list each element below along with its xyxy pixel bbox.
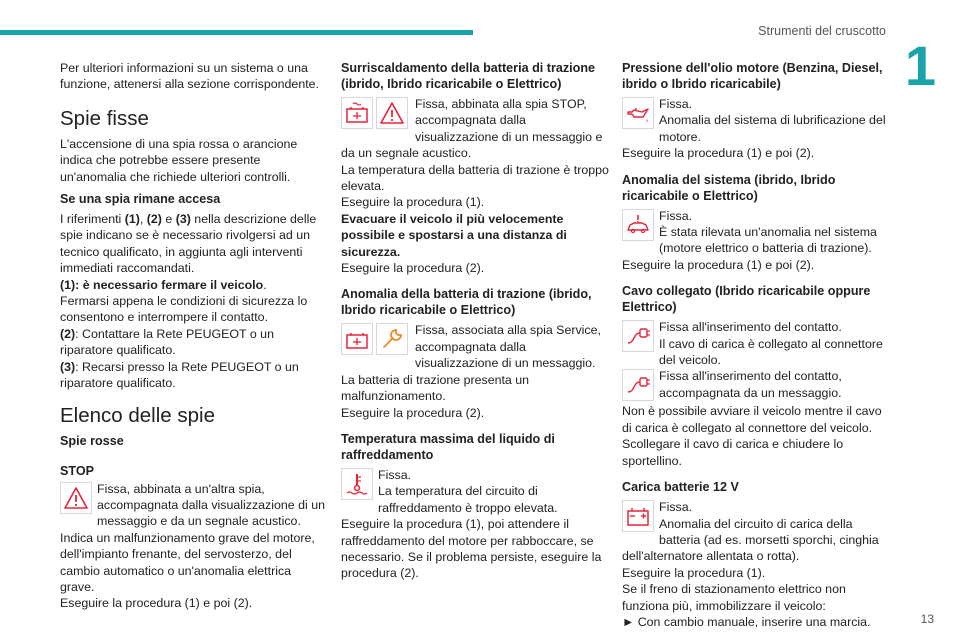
paragraph-riferimenti: I riferimenti (1), (2) e (3) nella descrizione delle spie indicano se è necessario rivolgersi ad un tecnico qualificato, in aggiunta agli interventi immediati raccomandati. xyxy=(60,212,317,276)
heading-carica-batterie: Carica batterie 12 V xyxy=(622,480,739,495)
surriscaldamento-warning: Evacuare il veicolo il più velocemente possibile e spostarsi a una distanza di sicurezza. xyxy=(341,211,567,259)
surriscaldamento-description: Fissa, abbinata alla spia STOP, accompagnata dalla visualizzazione di un messaggio e da un segnale acustico. xyxy=(341,97,603,161)
anomalia-sistema-line-2: È stata rilevata un'anomalia nel sistema (motore elettrico o batteria di trazione). xyxy=(659,225,877,256)
anomalia-batteria-description: Fissa, associata alla spia Service, accompagnata dalla visualizzazione di un messaggio. xyxy=(415,323,601,371)
heading-anomalia-batteria: Anomalia della batteria di trazione (ibrido, Ibrido ricaricabile o Elettrico) xyxy=(341,287,592,318)
pressione-olio-item xyxy=(622,96,890,145)
heading-temperatura: Temperatura massima del liquido di raffreddamento xyxy=(341,431,555,462)
battery-overheat-icon xyxy=(341,97,373,129)
column-1 xyxy=(60,60,328,612)
cavo-collegato-line-2: Il cavo di carica è collegato al connettore del veicolo. xyxy=(659,336,883,368)
cavo-collegato-2-description: Fissa all'inserimento del contatto, accompagnata da un messaggio. xyxy=(659,369,842,400)
system-fault-car-icon xyxy=(622,209,654,241)
coolant-temperature-icon xyxy=(341,468,373,500)
carica-batterie-line-1: Fissa. xyxy=(659,500,693,515)
heading-spie-rosse: Spie rosse xyxy=(60,433,124,448)
anomalia-batteria-p3: Eseguire la procedura (2). xyxy=(341,405,485,420)
pressione-olio-line-1: Fissa. xyxy=(659,97,693,111)
anomalia-batteria-p2: La batteria di trazione presenta un malfunzionamento. xyxy=(341,372,530,404)
top-accent-bar xyxy=(0,30,473,35)
running-header: Strumenti del cruscotto xyxy=(758,24,886,38)
stop-description: Fissa, abbinata a un'altra spia, accompagnata dalla visualizzazione di un messaggio e da un segnale acustico. xyxy=(97,481,325,529)
chapter-number: 1 xyxy=(904,34,936,97)
heading-pressione-olio: Pressione dell'olio motore (Benzina, Diesel, ibrido o Ibrido ricaricabile) xyxy=(622,61,883,91)
service-wrench-icon xyxy=(376,323,408,355)
surriscaldamento-p3: Eseguire la procedura (1). xyxy=(341,195,485,210)
page-number: 13 xyxy=(920,612,934,626)
surriscaldamento-item xyxy=(341,96,609,162)
carica-batterie-line-2: Anomalia del circuito di carica della batteria (ad es. morsetti sporchi, cinghia dell'alternatore allentata o rotta). xyxy=(622,516,879,564)
battery-fault-icon xyxy=(341,323,373,355)
cavo-collegato-p3: Scollegare il cavo di carica e chiudere lo sportellino. xyxy=(622,437,844,468)
warning-triangle-icon xyxy=(60,482,92,514)
pressione-olio-line-2: Anomalia del sistema di lubrificazione del motore. xyxy=(659,113,886,144)
heading-cavo-collegato: Cavo collegato (Ibrido ricaricabile oppure Elettrico) xyxy=(622,284,871,315)
pressione-olio-p2: Eseguire la procedura (1) e poi (2). xyxy=(622,146,815,161)
ref-1-text: Fermarsi appena le condizioni di sicurezza lo consentono e interrompere il contatto. xyxy=(60,294,308,325)
anomalia-batteria-item xyxy=(341,322,609,371)
surriscaldamento-p4: Eseguire la procedura (2). xyxy=(341,261,485,276)
heading-stop: STOP xyxy=(60,463,95,478)
cavo-collegato-item-2 xyxy=(622,368,890,403)
12v-battery-icon xyxy=(622,500,654,532)
column-2 xyxy=(341,60,609,582)
cavo-collegato-p2: Non è possibile avviare il veicolo mentre il cavo di carica è collegato al connettore del veicolo. xyxy=(622,404,882,435)
heading-anomalia-sistema: Anomalia del sistema (ibrido, Ibrido ricaricabile o Elettrico) xyxy=(622,172,836,203)
charging-cable-icon xyxy=(622,369,654,401)
stop-paragraph-2: Indica un malfunzionamento grave del motore, dell'impianto frenante, del servosterzo, del cambio automatico o un'anomalia elettrica grave. xyxy=(60,530,315,594)
column-3 xyxy=(622,60,890,630)
oil-pressure-icon xyxy=(622,97,654,129)
ref-3: (3): Recarsi presso la Rete PEUGEOT o un riparatore qualificato. xyxy=(60,359,299,391)
carica-batterie-p3: Se il freno di stazionamento elettrico non funziona più, immobilizzare il veicolo: xyxy=(622,582,846,613)
carica-batterie-p4: ► Con cambio manuale, inserire una marcia. xyxy=(622,614,871,629)
temperatura-line-1: Fissa. xyxy=(378,467,412,482)
heading-spie-fisse: Spie fisse xyxy=(60,106,149,130)
anomalia-sistema-line-1: Fissa. xyxy=(659,208,693,223)
stop-item xyxy=(60,481,328,530)
heading-elenco-spie: Elenco delle spie xyxy=(60,403,215,427)
carica-batterie-p2: Eseguire la procedura (1). xyxy=(622,565,766,580)
surriscaldamento-p2: La temperatura della batteria di trazione è troppo elevata. xyxy=(341,162,609,194)
ref-1: (1): è necessario fermare il veicolo. xyxy=(60,277,267,292)
anomalia-sistema-p2: Eseguire la procedura (1) e poi (2). xyxy=(622,257,815,272)
heading-spia-accesa: Se una spia rimane accesa xyxy=(60,192,221,207)
warning-triangle-icon xyxy=(376,97,408,129)
anomalia-sistema-item xyxy=(622,208,890,257)
ref-2: (2): Contattare la Rete PEUGEOT o un riparatore qualificato. xyxy=(60,326,274,358)
carica-batterie-item xyxy=(622,499,890,565)
cavo-collegato-item-1 xyxy=(622,319,890,368)
temperatura-line-2: La temperatura del circuito di raffreddamento è troppo elevata. xyxy=(378,484,558,515)
heading-surriscaldamento: Surriscaldamento della batteria di trazione (ibrido, Ibrido ricaricabile o Elettrico) xyxy=(341,61,596,91)
charging-cable-icon xyxy=(622,320,654,352)
paragraph-spie-fisse: L'accensione di una spia rossa o arancione indica che potrebbe essere presente un'anomalia che richiede ulteriori controlli. xyxy=(60,136,298,184)
intro-paragraph: Per ulteriori informazioni su un sistema o una funzione, attenersi alla sezione corrispondente. xyxy=(60,61,319,92)
cavo-collegato-line-1: Fissa all'inserimento del contatto. xyxy=(659,320,842,335)
temperatura-item xyxy=(341,467,609,516)
temperatura-p2: Eseguire la procedura (1), poi attendere il raffreddamento del motore per rabboccare, se necessario. Se il problema persiste, eseguire la procedura (2). xyxy=(341,517,602,581)
stop-paragraph-3: Eseguire la procedura (1) e poi (2). xyxy=(60,596,253,611)
